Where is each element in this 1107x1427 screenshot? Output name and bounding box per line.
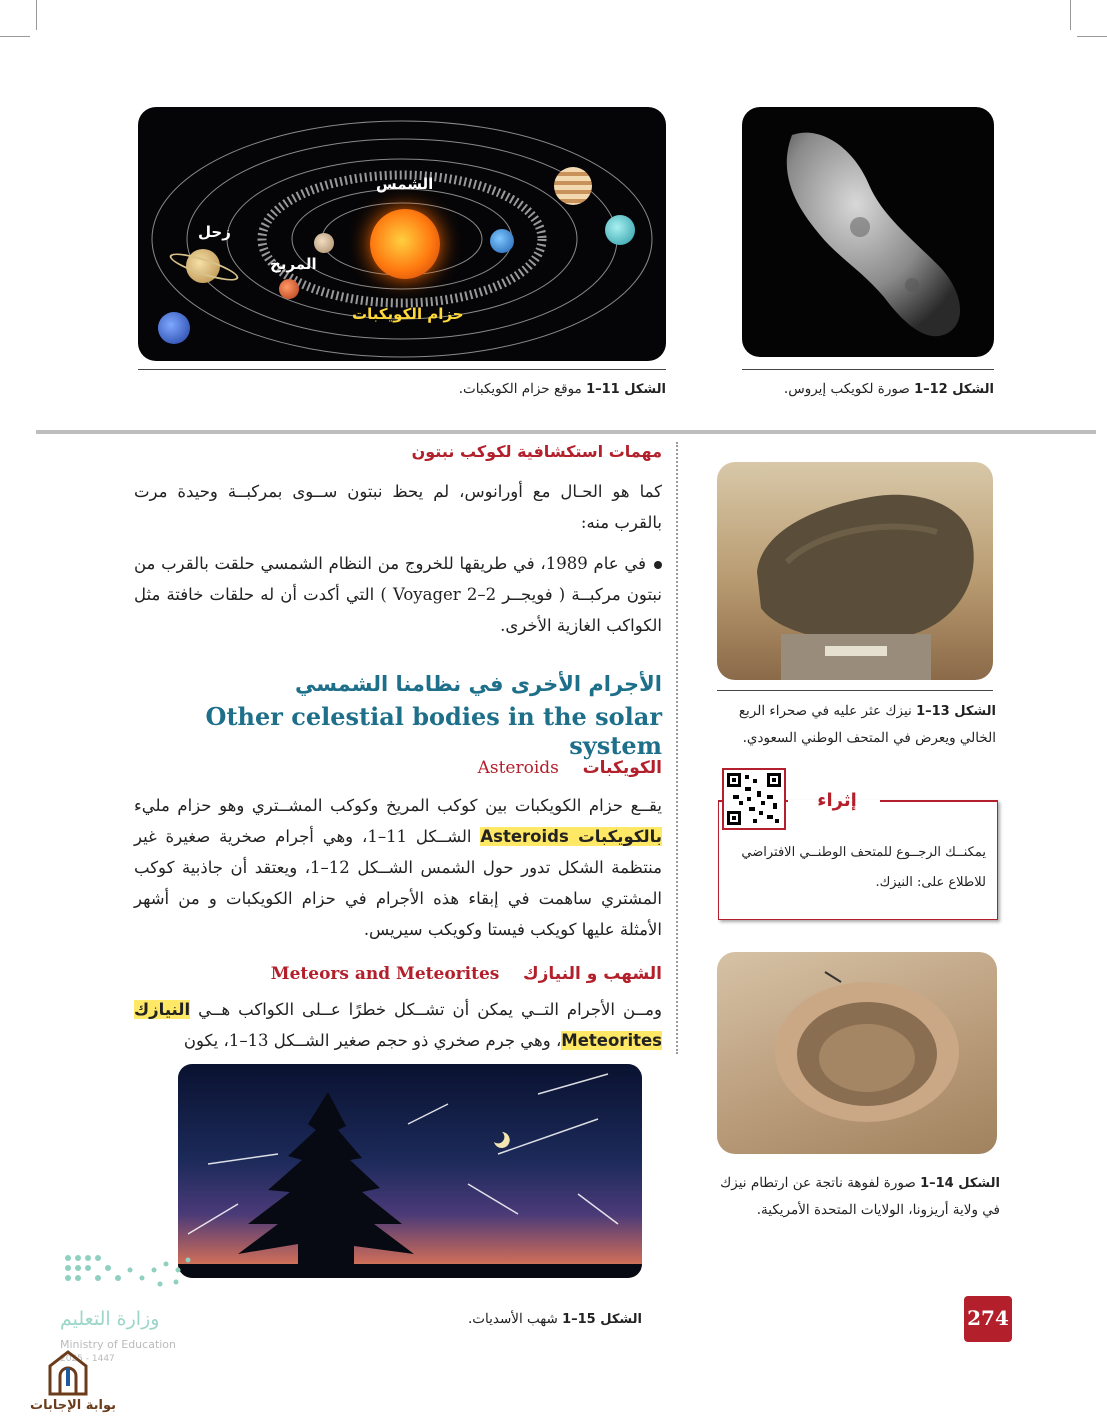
enrichment-top-border bbox=[880, 800, 998, 802]
figure-14-caption bbox=[714, 1170, 1000, 1223]
figure-11-text: موقع حزام الكويكبات. bbox=[458, 381, 582, 397]
neptune-bullet bbox=[134, 548, 662, 641]
earth bbox=[490, 229, 514, 253]
meteors-heading-en: Meteors and Meteorites bbox=[270, 964, 500, 984]
jupiter bbox=[554, 167, 592, 205]
meteors-text-b: ، وهي جرم صخري ذو حجم صغير الشــكل 13–1، يكون bbox=[183, 1031, 562, 1050]
crop-mark bbox=[1070, 0, 1071, 30]
qr-code-icon bbox=[727, 773, 781, 825]
meteors-highlight-ar: النيازك bbox=[134, 1000, 191, 1019]
meteor-streaks bbox=[178, 1064, 642, 1278]
neptune bbox=[158, 312, 190, 344]
asteroids-paragraph bbox=[134, 790, 662, 945]
meteor-shower-photo bbox=[178, 1064, 642, 1278]
mars-label: المريخ bbox=[270, 255, 317, 273]
ministry-logo-dots bbox=[60, 1250, 200, 1302]
neptune-missions-heading: مهمات استكشافية لكوكب نبتون bbox=[411, 442, 662, 461]
figure-14-label: الشكل 14–1 bbox=[920, 1176, 1000, 1191]
moon bbox=[494, 1132, 510, 1148]
asteroids-text-b: الشــكل 11–1، وهي أجرام صخرية صغيرة غير منتظمة الشكل تدور حول الشمس الشــكل 12–1، ويعتقد أن جاذبية كوكب المشتري ساهمت في إبقاء هذه الأجرام في حزام الكويكبات و من أشهر الأمثلة عليها كويكب فيستا وكويكب سيريس. bbox=[134, 827, 662, 939]
figure-11-label: الشكل 11–1 bbox=[586, 382, 666, 397]
enrichment-text: يمكنــك الرجــوع للمتحف الوطنــي الافتراضي للاطلاع على: النيزك. bbox=[741, 845, 986, 890]
sun bbox=[370, 209, 440, 279]
asteroids-heading-en: Asteroids bbox=[477, 758, 559, 778]
figure-rule bbox=[717, 690, 993, 691]
figure-15-text: شهب الأسديات. bbox=[467, 1311, 558, 1327]
section-divider bbox=[36, 430, 1096, 434]
qr-code[interactable] bbox=[722, 768, 786, 830]
meteors-highlight-en: Meteorites bbox=[561, 1031, 662, 1050]
crater-shape bbox=[717, 952, 997, 1154]
neptune-intro: كما هو الحـال مع أورانوس، لم يحظ نبتون ســوى بمركبــة وحيدة مرت بالقرب منه: bbox=[134, 482, 662, 532]
section-title-en: Other celestial bodies in the solar system bbox=[205, 702, 662, 760]
asteroids-heading bbox=[300, 758, 662, 778]
neptune-bullet-text: في عام 1989، في طريقها للخروج من النظام الشمسي حلقت بالقرب من نبتون مركبــة ( فويجــر 2–2 Voyager ) التي أكدت أن له حلقات خافتة مثل الكواكب الغازية الأخرى. bbox=[134, 554, 662, 635]
eros-shape bbox=[742, 107, 994, 357]
crop-mark bbox=[36, 0, 37, 30]
meteors-heading-ar: الشهب و النيازك bbox=[523, 964, 662, 984]
eros-asteroid-photo bbox=[742, 107, 994, 357]
meteorite-museum-photo bbox=[717, 462, 993, 680]
crop-mark bbox=[0, 36, 30, 37]
figure-15-caption bbox=[380, 1306, 642, 1333]
column-divider bbox=[676, 442, 678, 1054]
meteors-heading bbox=[260, 964, 662, 984]
impact-crater-photo bbox=[717, 952, 997, 1154]
enrichment-title: إثراء bbox=[817, 790, 857, 811]
page-number: 274 bbox=[967, 1306, 1009, 1330]
tree-silhouette bbox=[178, 1092, 642, 1278]
ministry-name-en: Ministry of Education bbox=[60, 1338, 177, 1351]
saturn-label: زحل bbox=[198, 223, 231, 241]
sun-label: الشمس bbox=[376, 175, 434, 193]
meteorite-shape bbox=[717, 462, 993, 680]
figure-12-text: صورة لكويكب إيروس. bbox=[783, 381, 910, 397]
figure-14-text: صورة لفوهة ناتجة عن ارتطام نيزك في ولاية أريزونا، الولايات المتحدة الأمريكية. bbox=[720, 1175, 1000, 1218]
figure-13-label: الشكل 13–1 bbox=[916, 704, 996, 719]
figure-15-label: الشكل 15–1 bbox=[562, 1312, 642, 1327]
asteroids-highlight: بالكويكبات Asteroids bbox=[480, 827, 662, 846]
crop-mark bbox=[1077, 36, 1107, 37]
mercury bbox=[314, 233, 334, 253]
figure-12-caption bbox=[742, 376, 994, 403]
figure-13-text: نيزك عثر عليه في صحراء الربع الخالي ويعرض في المتحف الوطني السعودي. bbox=[738, 703, 996, 746]
uranus bbox=[605, 215, 635, 245]
asteroids-text-a: يقــع حزام الكويكبات بين كوكب المريخ وكوكب المشــتري وهو حزام مليء bbox=[134, 796, 662, 815]
figure-12-label: الشكل 12–1 bbox=[914, 382, 994, 397]
asteroid-belt-figure bbox=[138, 107, 666, 361]
ministry-name-ar: وزارة التعليم bbox=[60, 1308, 160, 1330]
figure-rule bbox=[742, 369, 994, 370]
asteroids-heading-ar: الكويكبات bbox=[582, 758, 662, 778]
watermark-logo-icon bbox=[46, 1350, 90, 1396]
meteors-text-a: ومــن الأجرام التــي يمكن أن تشــكل خطرًا عــلى الكواكب هــي bbox=[190, 1000, 662, 1019]
watermark-text: بوابة الإجابات bbox=[30, 1398, 116, 1413]
section-title-ar: الأجرام الأخرى في نظامنا الشمسي bbox=[295, 672, 662, 696]
figure-13-caption bbox=[714, 698, 996, 751]
meteors-paragraph bbox=[134, 994, 662, 1056]
figure-11-caption bbox=[138, 376, 666, 403]
ministry-year: 2025 - 1447 bbox=[60, 1354, 115, 1364]
figure-rule bbox=[138, 369, 666, 370]
mars bbox=[279, 279, 299, 299]
bullet-icon bbox=[654, 561, 662, 569]
belt-label: حزام الكويكبات bbox=[352, 305, 464, 323]
